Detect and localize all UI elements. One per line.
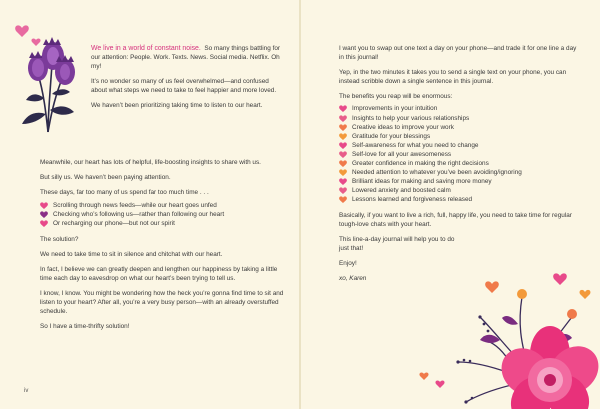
paragraph: The benefits you reap will be enormous:	[339, 93, 453, 101]
paragraph: I want you to swap out one text a day on your phone—and trade it for one line a day in this journal!	[339, 45, 577, 62]
heart-icon	[15, 25, 29, 37]
list-item: Self-love for all your awesomeness	[339, 150, 579, 159]
heart-icon	[339, 187, 347, 194]
list-item: Checking who’s following us—rather than following our heart	[40, 210, 286, 219]
intro-paragraph	[91, 44, 286, 71]
paragraph: I know, I know. You might be wondering how the heck you’re gonna find time to sit and listen to your heart? After all, you’re a very busy person—with an already overstuffed schedule.	[40, 289, 284, 316]
pink-flower-illustration	[400, 262, 600, 409]
heart-icon	[339, 142, 347, 149]
paragraph: We haven’t been prioritizing taking time to listen to our heart.	[91, 102, 263, 110]
heart-icon	[339, 160, 347, 167]
list-item: Insights to help your various relationships	[339, 114, 579, 123]
list-item: Brilliant ideas for making and saving more money	[339, 177, 579, 186]
heart-icon	[339, 133, 347, 140]
heart-icon	[339, 151, 347, 158]
lead-sentence: We live in a world of constant noise.	[91, 45, 201, 52]
paragraph: This line-a-day journal will help you to do just that!	[339, 235, 455, 252]
heart-icon	[339, 105, 347, 112]
heart-icon	[339, 115, 347, 122]
list-item: Improvements in your intuition	[339, 104, 579, 113]
paragraph: We need to take time to sit in silence and chitchat with our heart.	[40, 250, 223, 258]
paragraph: Meanwhile, our heart has lots of helpful, life-boosting insights to share with us.	[40, 159, 261, 166]
purple-flower-illustration	[8, 14, 88, 144]
paragraph: These days, far too many of us spend far too much time . . .	[40, 189, 209, 197]
heart-icon	[339, 178, 347, 185]
page-number: iv	[24, 388, 29, 394]
paragraph: Yep, in the two minutes it takes you to send a single text on your phone, you can instead scribble down a single sentence in this journal.	[339, 69, 567, 86]
list-item: Gratitude for your blessings	[339, 132, 579, 141]
paragraph: The solution?	[40, 235, 79, 243]
heart-icon	[339, 169, 347, 176]
list-item: Self-awareness for what you need to change	[339, 141, 579, 150]
list-item: Scrolling through news feeds—while our heart goes unfed	[40, 201, 286, 210]
paragraph: But silly us. We haven’t been paying attention.	[40, 174, 171, 182]
heart-bullet-list	[40, 201, 286, 228]
heart-icon	[40, 202, 48, 209]
paragraph: In fact, I believe we can greatly deepen and lengthen our happiness by taking a little time each day to eavesdrop on what our heart’s been trying to tell us.	[40, 265, 278, 282]
left-main-column	[40, 158, 286, 337]
paragraph: So I have a time-thrifty solution!	[40, 323, 130, 331]
heart-icon	[31, 39, 40, 46]
heart-icon	[40, 220, 48, 227]
list-item: Needed attention to whatever you’ve been avoiding/ignoring	[339, 168, 579, 177]
left-intro-column	[91, 44, 286, 117]
paragraph: Enjoy!	[339, 259, 357, 267]
paragraph: It’s no wonder so many of us feel overwhelmed—and confused about what steps we need to take to feel happier and more loved.	[91, 78, 277, 95]
list-item: Or recharging our phone—but not our spirit	[40, 219, 286, 228]
heart-icon	[40, 211, 48, 218]
intro-rest: So many things battling for our attention: People. Work. Texts. News. Social media. Netflix. Oh my!	[91, 45, 281, 71]
paragraph: Basically, if you want to live a rich, full, happy life, you need to take time for regular tough-love chats with your heart.	[339, 211, 572, 228]
right-main-column	[339, 44, 579, 289]
benefits-list	[339, 104, 579, 204]
signature: xo, Karen	[339, 274, 367, 282]
list-item: Greater confidence in making the right decisions	[339, 159, 579, 168]
heart-icon	[339, 124, 347, 131]
list-item: Lowered anxiety and boosted calm	[339, 186, 579, 195]
list-item: Creative ideas to improve your work	[339, 123, 579, 132]
list-item: Lessons learned and forgiveness released	[339, 195, 579, 204]
heart-icon	[339, 196, 347, 203]
